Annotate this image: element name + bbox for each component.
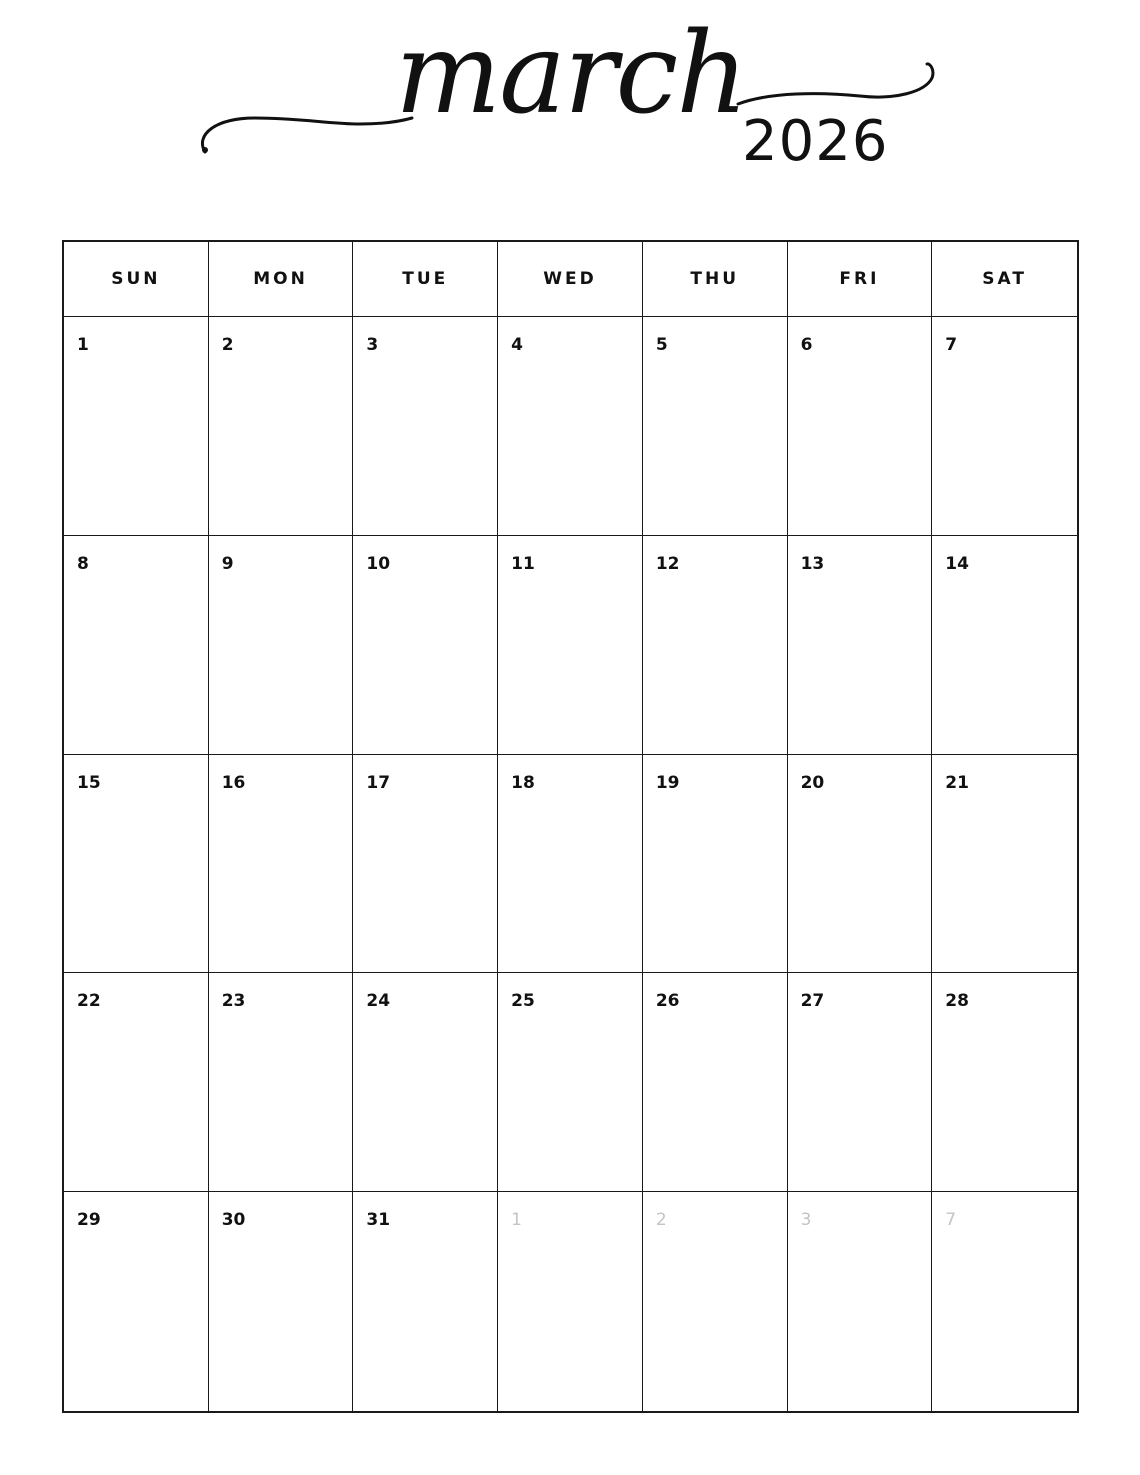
month-title: march: [395, 9, 747, 139]
calendar-day-cell: [932, 317, 1077, 536]
calendar-day-cell: [64, 536, 209, 755]
weekday-header-wed: WED: [498, 242, 643, 317]
left-swash: [202, 118, 412, 152]
calendar-grid: [62, 240, 1079, 1413]
day-number: 24: [366, 991, 391, 1012]
day-number: 20: [800, 772, 825, 793]
day-number: 13: [800, 553, 825, 574]
calendar-day-cell: [643, 973, 788, 1192]
day-number: 3: [800, 1210, 812, 1231]
calendar-day-cell-outside-month: [643, 1192, 788, 1411]
calendar-day-cell: [64, 973, 209, 1192]
calendar-day-cell: [353, 536, 498, 755]
day-number: 2: [221, 335, 234, 355]
day-number: 26: [655, 991, 680, 1012]
day-number: 8: [77, 553, 89, 574]
day-number: 15: [77, 772, 101, 793]
day-number: 23: [221, 991, 246, 1012]
day-number: 27: [800, 991, 825, 1012]
calendar-day-cell-outside-month: [932, 1192, 1077, 1411]
day-number: 19: [655, 772, 680, 793]
calendar-day-cell: [64, 1192, 209, 1411]
day-number: 2: [655, 1210, 667, 1231]
calendar-day-cell-outside-month: [788, 1192, 933, 1411]
day-number: 28: [945, 991, 969, 1012]
day-number: 6: [800, 335, 813, 355]
day-number: 17: [366, 772, 391, 793]
calendar-day-cell: [64, 755, 209, 974]
calendar-day-cell: [788, 536, 933, 755]
calendar-day-cell: [643, 317, 788, 536]
calendar-day-cell: [64, 317, 209, 536]
day-number: 1: [77, 335, 89, 355]
day-number: 5: [655, 335, 668, 355]
calendar-day-cell: [209, 973, 354, 1192]
calendar-day-cell: [932, 755, 1077, 974]
weekday-header-mon: MON: [209, 242, 354, 317]
calendar-day-cell: [932, 536, 1077, 755]
calendar-day-cell: [353, 973, 498, 1192]
calendar-day-cell: [353, 317, 498, 536]
weekday-header-tue: TUE: [353, 242, 498, 317]
day-number: 12: [655, 553, 680, 574]
calendar-day-cell: [209, 317, 354, 536]
weekday-header-thu: THU: [643, 242, 788, 317]
calendar-day-cell: [498, 973, 643, 1192]
weekday-header-fri: FRI: [788, 242, 933, 317]
day-number: 29: [77, 1210, 101, 1231]
day-number: 4: [511, 335, 523, 355]
day-number: 7: [945, 335, 958, 355]
calendar-day-cell-outside-month: [498, 1192, 643, 1411]
day-number: 7: [945, 1210, 957, 1231]
day-number: 3: [366, 335, 379, 355]
calendar-day-cell: [353, 755, 498, 974]
day-number: 10: [366, 553, 391, 574]
day-number: 16: [221, 772, 246, 793]
calendar-day-cell: [209, 1192, 354, 1411]
day-number: 30: [221, 1210, 246, 1231]
calendar-day-cell: [932, 973, 1077, 1192]
calendar-day-cell: [788, 317, 933, 536]
weekday-header-sat: SAT: [932, 242, 1077, 317]
calendar-day-cell: [498, 755, 643, 974]
day-number: 1: [511, 1210, 522, 1231]
day-number: 14: [945, 553, 969, 574]
calendar-day-cell: [643, 755, 788, 974]
calendar-day-cell: [209, 755, 354, 974]
calendar-day-cell: [498, 536, 643, 755]
day-number: 21: [945, 772, 969, 793]
calendar-day-cell: [788, 755, 933, 974]
calendar-day-cell: [353, 1192, 498, 1411]
year-title: 2026: [742, 109, 889, 174]
weekday-header-sun: SUN: [64, 242, 209, 317]
calendar-day-cell: [498, 317, 643, 536]
day-number: 31: [366, 1210, 391, 1231]
day-number: 9: [221, 553, 234, 574]
calendar-day-cell: [643, 536, 788, 755]
calendar-day-cell: [209, 536, 354, 755]
day-number: 18: [511, 772, 535, 793]
right-swash: [738, 64, 933, 104]
day-number: 11: [511, 553, 535, 574]
day-number: 25: [511, 991, 535, 1012]
calendar-header: [0, 0, 1140, 230]
day-number: 22: [77, 991, 101, 1012]
calendar-day-cell: [788, 973, 933, 1192]
